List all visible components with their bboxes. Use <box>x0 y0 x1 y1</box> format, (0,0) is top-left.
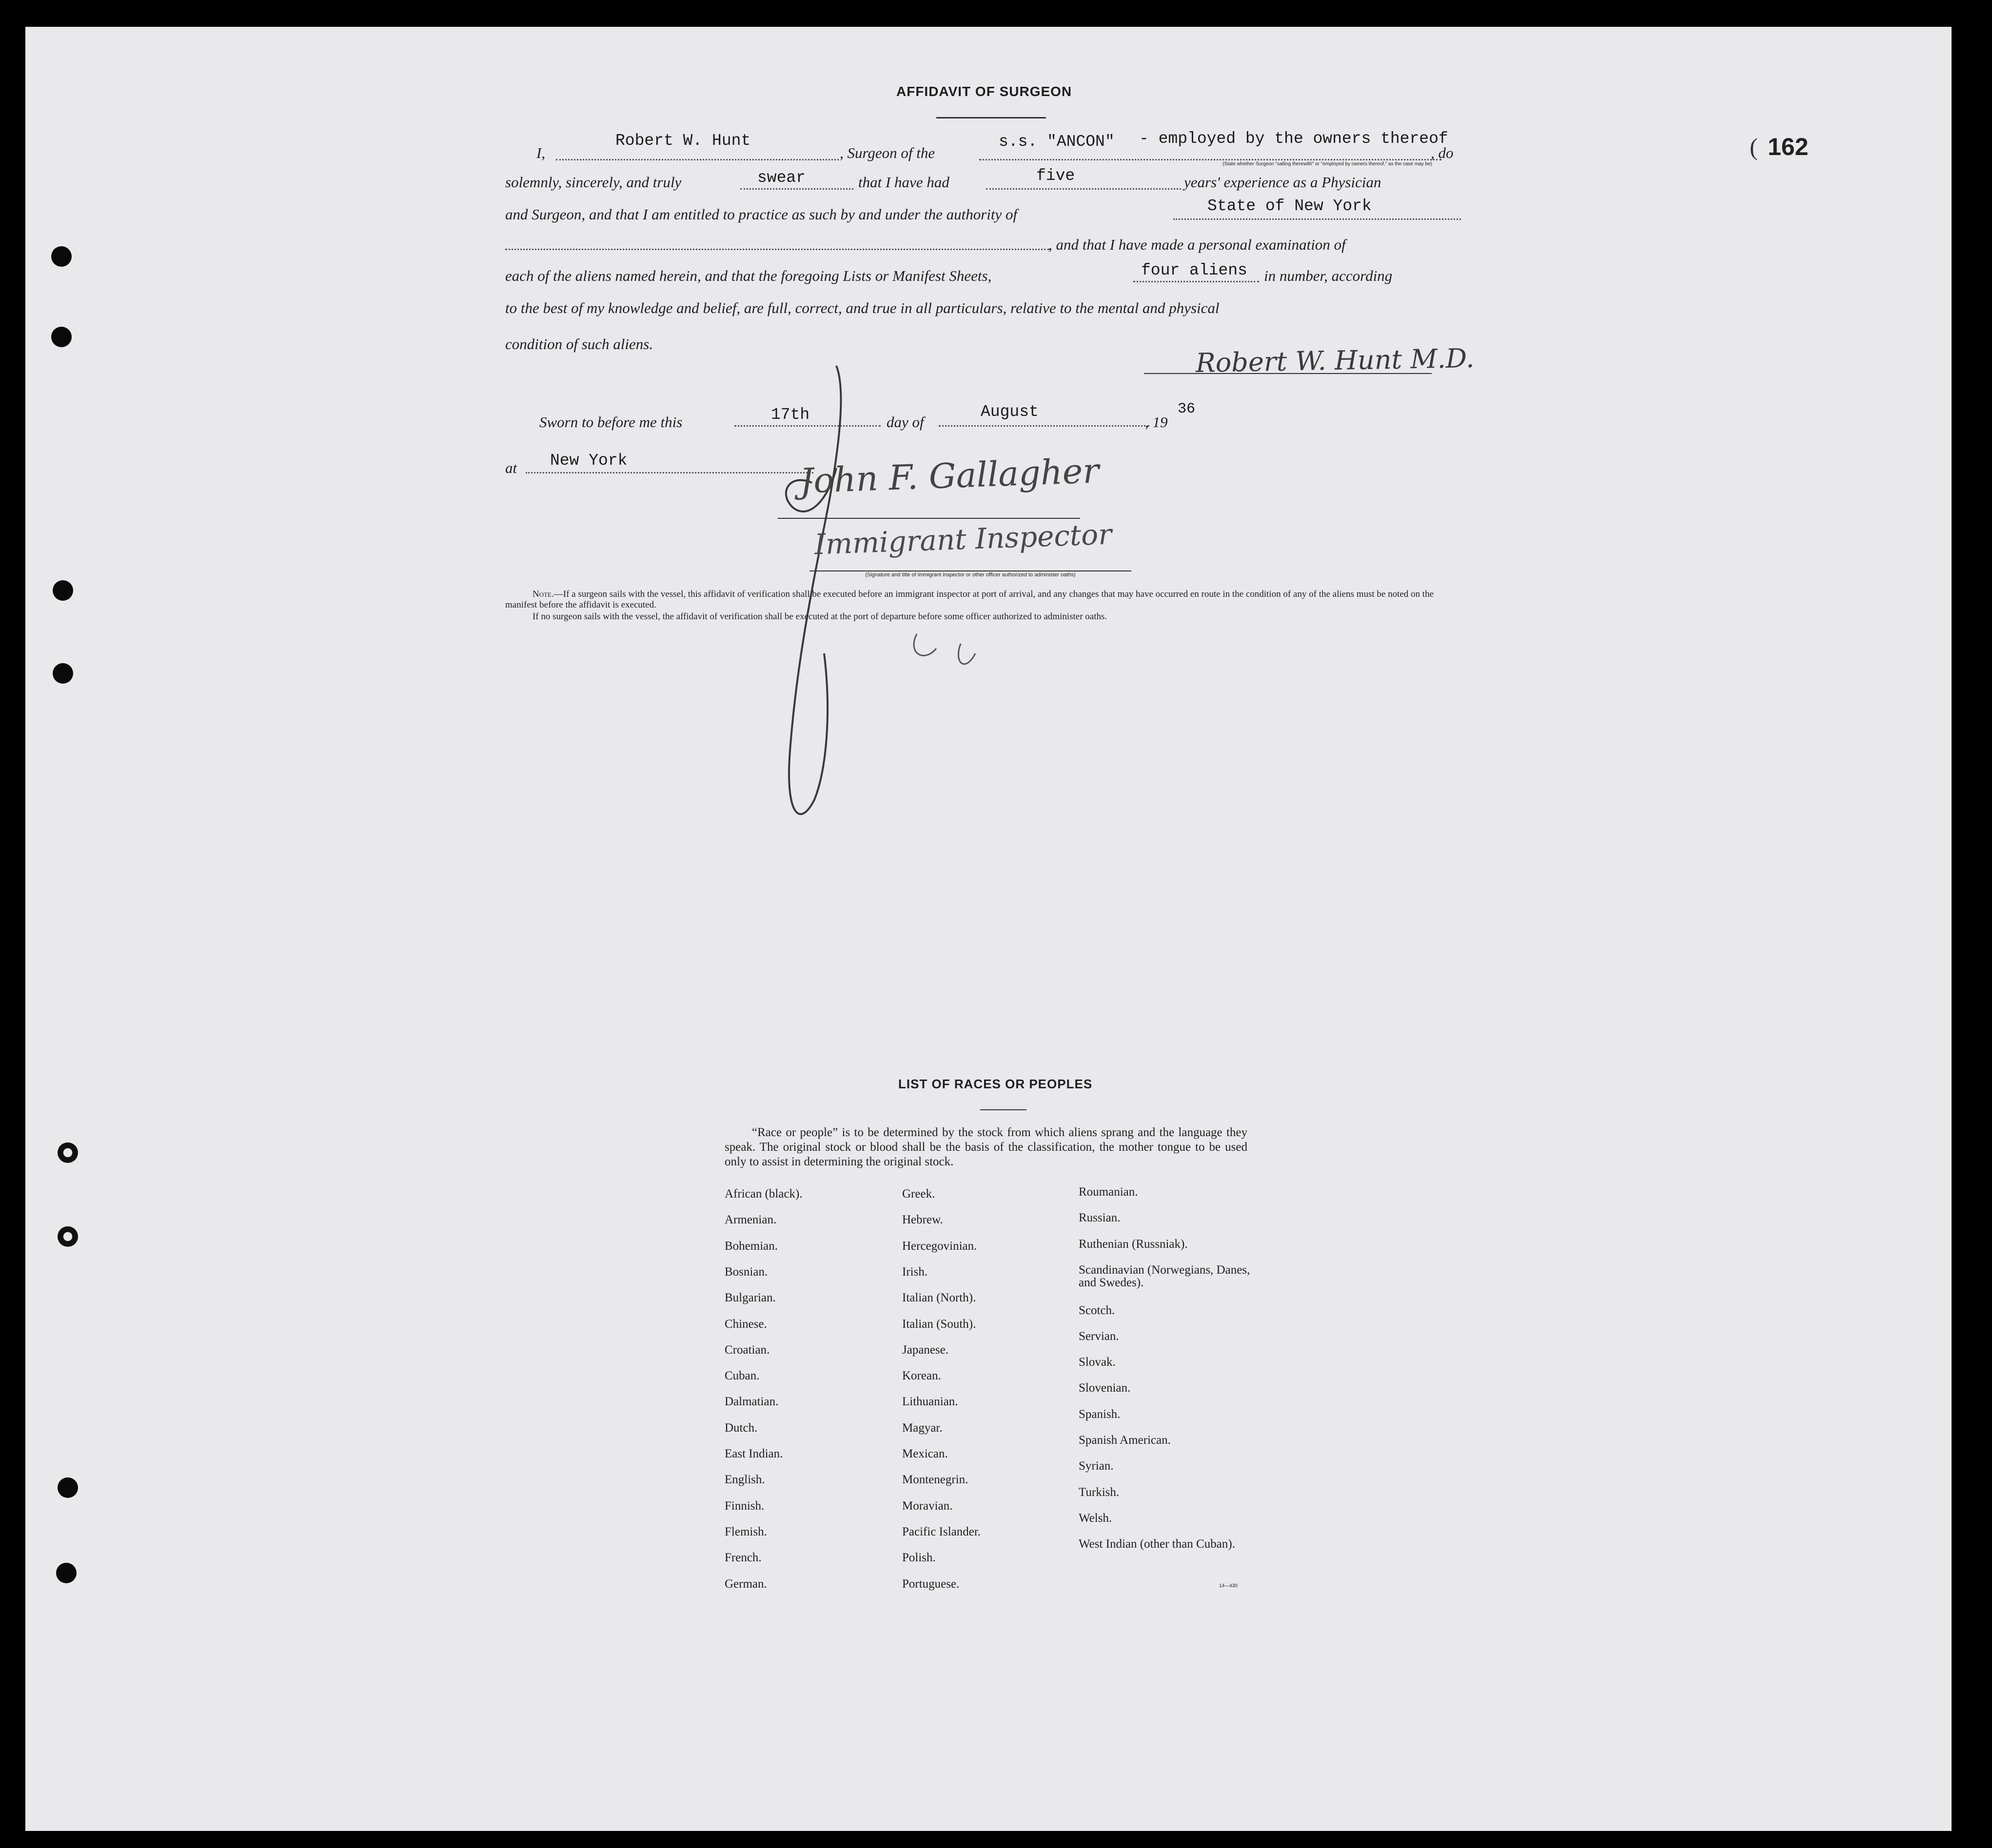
affidavit-note-2: If no surgeon sails with the vessel, the affidavit of verification shall be executed at the port of departure before some officer authorized to administer oaths. <box>533 611 1107 622</box>
race-item: Spanish American. <box>1079 1434 1171 1447</box>
race-item: Italian (South). <box>902 1317 976 1331</box>
binder-hole <box>58 1142 78 1163</box>
page-mark: ( <box>1750 133 1758 160</box>
race-item: French. <box>725 1551 762 1565</box>
label-day-of: day of <box>887 413 924 431</box>
race-item: Portuguese. <box>902 1577 960 1591</box>
race-item: Moravian. <box>902 1499 953 1513</box>
race-item: Croatian. <box>725 1343 770 1357</box>
label-in-number: in number, according <box>1264 267 1393 284</box>
binder-hole <box>51 327 72 347</box>
races-title: LIST OF RACES OR PEOPLES <box>898 1077 1093 1091</box>
race-item: Scandinavian (Norwegians, Danes, and Swedes). <box>1079 1263 1250 1289</box>
inspector-title: Immigrant Inspector <box>813 517 1112 561</box>
years-underline <box>986 188 1181 190</box>
race-item: Cuban. <box>725 1369 760 1383</box>
race-item: Syrian. <box>1079 1459 1114 1473</box>
binder-hole <box>56 1563 77 1583</box>
inspector-title-line <box>809 570 1131 571</box>
races-intro: “Race or people” is to be determined by the stock from which aliens sprang and the language they speak. The original stock or blood shall be the basis of the classification, the mother tongue to be used only to assist in determining the original stock. <box>725 1126 1247 1168</box>
sworn-day: 17th <box>771 406 810 424</box>
races-title-rule <box>980 1109 1026 1110</box>
race-item: Greek. <box>902 1187 935 1200</box>
page-number: 162 <box>1768 133 1809 160</box>
sworn-year: 36 <box>1178 401 1196 417</box>
race-item: Bohemian. <box>725 1239 778 1253</box>
race-item: Italian (North). <box>902 1291 976 1305</box>
race-item: Armenian. <box>725 1213 777 1227</box>
race-item: African (black). <box>725 1187 803 1200</box>
binder-hole <box>58 1477 78 1498</box>
form-code: 14—430 <box>1219 1583 1238 1589</box>
binder-hole <box>58 1226 78 1247</box>
label-surgeon-of: , Surgeon of the <box>840 144 935 161</box>
employment-instruction: (State whether Surgeon "sailing therewith" or "employed by owners thereof," as the case may be) <box>1223 161 1432 167</box>
binder-hole <box>53 663 73 684</box>
surgeon-name: Robert W. Hunt <box>615 132 751 150</box>
race-item: Welsh. <box>1079 1511 1112 1525</box>
authority-underline <box>1173 218 1461 220</box>
binder-hole <box>51 246 72 267</box>
sworn-place: New York <box>550 452 628 470</box>
title-rule <box>936 117 1046 118</box>
label-each-of: each of the aliens named herein, and that the foregoing Lists or Manifest Sheets, <box>505 267 992 284</box>
year-prefix: , 19 <box>1145 413 1168 431</box>
race-item: Turkish. <box>1079 1485 1120 1499</box>
race-item: Irish. <box>902 1265 928 1278</box>
years-experience: five <box>1036 167 1075 185</box>
race-item: Ruthenian (Russniak). <box>1079 1237 1188 1251</box>
race-item: Flemish. <box>725 1525 767 1538</box>
vessel-underline <box>979 159 1441 160</box>
race-item: Russian. <box>1079 1211 1121 1225</box>
race-item: Hercegovinian. <box>902 1239 977 1253</box>
label-and-surgeon: and Surgeon, and that I am entitled to practice as such by and under the authority of <box>505 206 1018 223</box>
race-item: German. <box>725 1577 767 1591</box>
race-item: Polish. <box>902 1551 936 1565</box>
race-item: Chinese. <box>725 1317 767 1331</box>
name-underline <box>556 159 839 160</box>
note-text-1: —If a surgeon sails with the vessel, this affidavit of verification shall be executed before an immigrant inspector at port of arrival, and any changes that may have occurred en route in the condition of any of the aliens must be noted on the manifest before the affidavit is executed. <box>505 589 1434 610</box>
alien-count: four aliens <box>1141 261 1247 279</box>
label-examination: , and that I have made a personal examination of <box>1048 236 1346 253</box>
oath-underline <box>740 188 853 190</box>
race-item: Korean. <box>902 1369 941 1383</box>
surgeon-signature: Robert W. Hunt M.D. <box>1195 343 1475 378</box>
employment-status: - employed by the owners thereof <box>1139 130 1448 148</box>
vessel-name: s.s. "ANCON" <box>999 133 1115 151</box>
race-item: Spanish. <box>1079 1407 1121 1421</box>
binder-hole <box>53 580 73 601</box>
label-best-of: to the best of my knowledge and belief, are full, correct, and true in all particulars, relative to the mental and physical <box>505 299 1220 316</box>
race-item: Slovak. <box>1079 1356 1116 1369</box>
race-item: Magyar. <box>902 1421 943 1435</box>
race-item: Lithuanian. <box>902 1395 958 1409</box>
race-item: Bosnian. <box>725 1265 768 1278</box>
document-page <box>25 27 1952 1831</box>
label-at: at <box>505 459 517 476</box>
race-item: Servian. <box>1079 1329 1119 1343</box>
race-item: Mexican. <box>902 1447 948 1460</box>
label-have-had: that I have had <box>858 174 949 191</box>
race-item: Montenegrin. <box>902 1473 968 1487</box>
race-item: Dutch. <box>725 1421 758 1435</box>
race-item: Hebrew. <box>902 1213 943 1227</box>
race-item: Finnish. <box>725 1499 765 1513</box>
race-item: Slovenian. <box>1079 1381 1131 1395</box>
race-item: West Indian (other than Cuban). <box>1079 1537 1235 1551</box>
label-sworn: Sworn to before me this <box>539 413 683 431</box>
race-item: Bulgarian. <box>725 1291 776 1305</box>
sworn-month: August <box>981 403 1039 421</box>
count-underline <box>1133 281 1259 282</box>
inspector-signature-line <box>778 518 1080 519</box>
race-item: Dalmatian. <box>725 1395 779 1409</box>
oath-type: swear <box>757 169 806 187</box>
race-item: Japanese. <box>902 1343 949 1357</box>
race-item: Scotch. <box>1079 1303 1115 1317</box>
label-solemnly: solemnly, sincerely, and truly <box>505 174 682 191</box>
label-do: , do <box>1431 144 1454 161</box>
note-label: Note. <box>533 589 554 599</box>
race-item: Roumanian. <box>1079 1185 1138 1199</box>
authority: State of New York <box>1207 197 1372 215</box>
signature-caption: (Signature and title of immigrant inspector or other officer authorized to administer oaths) <box>865 572 1076 578</box>
affidavit-note <box>505 589 1461 610</box>
label-i: I, <box>536 144 546 161</box>
label-years-exp: years' experience as a Physician <box>1184 174 1381 191</box>
authority-underline-2 <box>505 249 1049 250</box>
inspector-signature: John F. Gallagher <box>799 451 1100 501</box>
affidavit-title: AFFIDAVIT OF SURGEON <box>896 84 1072 99</box>
race-item: East Indian. <box>725 1447 783 1460</box>
label-condition: condition of such aliens. <box>505 335 653 353</box>
race-item: English. <box>725 1473 765 1487</box>
race-item: Pacific Islander. <box>902 1525 981 1538</box>
